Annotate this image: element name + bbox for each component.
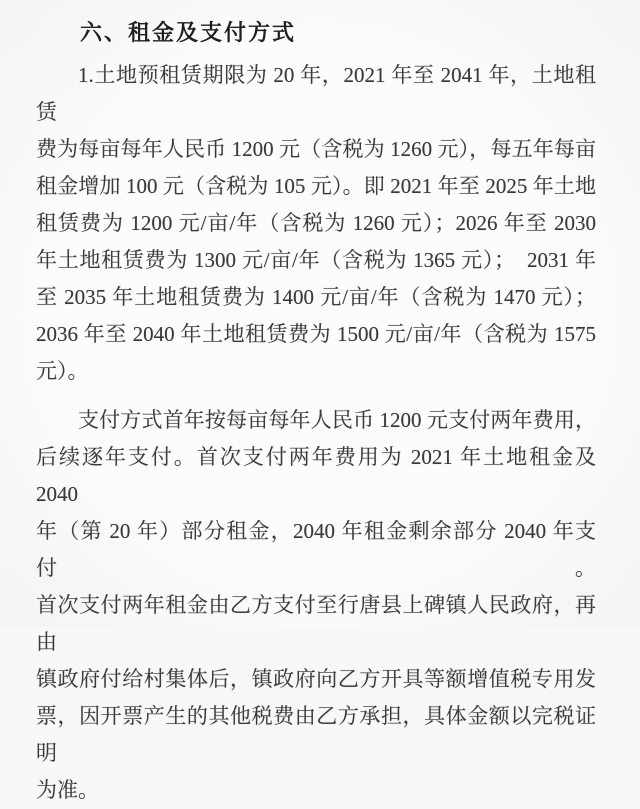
paragraph-payment-method <box>36 402 596 809</box>
text-line: 票，因开票产生的其他税费由乙方承担，具体金额以完税证明 <box>36 704 596 765</box>
text-line: 租赁费为 1200 元/亩/年（含税为 1260 元）；2026 年至 2030 <box>36 211 596 235</box>
text-line: 首次支付两年租金由乙方支付至行唐县上碑镇人民政府，再由 <box>36 593 596 654</box>
text-line: 后续逐年支付。首次支付两年费用为 2021 年土地租金及 2040 <box>36 445 596 506</box>
text-line: 镇政府付给村集体后，镇政府向乙方开具等额增值税专用发 <box>36 667 596 691</box>
text-line: 支付方式首年按每亩每年人民币 1200 元支付两年费用， <box>78 408 596 432</box>
text-line: 年（第 20 年）部分租金，2040 年租金剩余部分 2040 年支付。 <box>36 519 596 580</box>
text-line: 为准。 <box>36 778 99 802</box>
text-line: 元）。 <box>36 359 89 383</box>
text-line: 租金增加 100 元（含税为 105 元）。即 2021 年至 2025 年土地 <box>36 174 596 198</box>
text-line: 至 2035 年土地租赁费为 1400 元/亩/年（含税为 1470 元）； <box>36 285 596 309</box>
section-heading: 六、租金及支付方式 <box>80 20 297 45</box>
text-line: 2036 年至 2040 年土地租赁费为 1500 元/亩/年（含税为 1575 <box>36 322 596 346</box>
text-line: 费为每亩每年人民币 1200 元（含税为 1260 元），每五年每亩 <box>36 137 596 161</box>
text-line: 1.土地预租赁期限为 20 年，2021 年至 2041 年，土地租赁 <box>36 63 596 124</box>
text-line: 年土地租赁费为 1300 元/亩/年（含税为 1365 元）； 2031 年 <box>36 248 596 272</box>
paragraph-rent-terms <box>36 57 596 390</box>
